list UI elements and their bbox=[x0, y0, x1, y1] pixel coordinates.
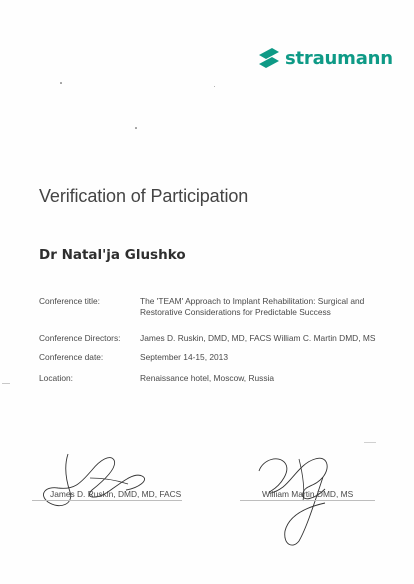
detail-value: James D. Ruskin, DMD, MD, FACS William C. Martin DMD, MS bbox=[140, 333, 376, 343]
recipient-name: Dr Natal'ja Glushko bbox=[39, 247, 186, 263]
detail-label: Conference title: bbox=[39, 296, 100, 306]
detail-value: The 'TEAM' Approach to Implant Rehabilitation: Surgical and Restorative Considerations for Predictable Success bbox=[140, 296, 365, 317]
scan-speck bbox=[214, 86, 215, 87]
signature-ruskin-drawing bbox=[30, 448, 170, 518]
brand-name: straumann bbox=[285, 47, 393, 69]
detail-value: September 14-15, 2013 bbox=[140, 352, 228, 362]
signature-line-left bbox=[32, 500, 182, 501]
scan-speck bbox=[2, 383, 10, 384]
signature-line-right bbox=[240, 500, 375, 501]
scan-speck bbox=[135, 127, 137, 129]
scan-speck bbox=[364, 442, 376, 443]
straumann-logo-icon bbox=[256, 45, 282, 71]
certificate-title: Verification of Participation bbox=[39, 186, 249, 206]
scan-speck bbox=[60, 82, 62, 84]
detail-value: Renaissance hotel, Moscow, Russia bbox=[140, 373, 275, 383]
detail-label: Conference date: bbox=[39, 352, 104, 362]
signature-name-left: James D. Ruskin, DMD, MD, FACS bbox=[50, 489, 182, 499]
detail-label: Conference Directors: bbox=[39, 333, 121, 343]
straumann-logo bbox=[256, 45, 393, 71]
detail-label: Location: bbox=[39, 373, 73, 383]
signature-name-right: William Martin DMD, MS bbox=[262, 489, 354, 499]
